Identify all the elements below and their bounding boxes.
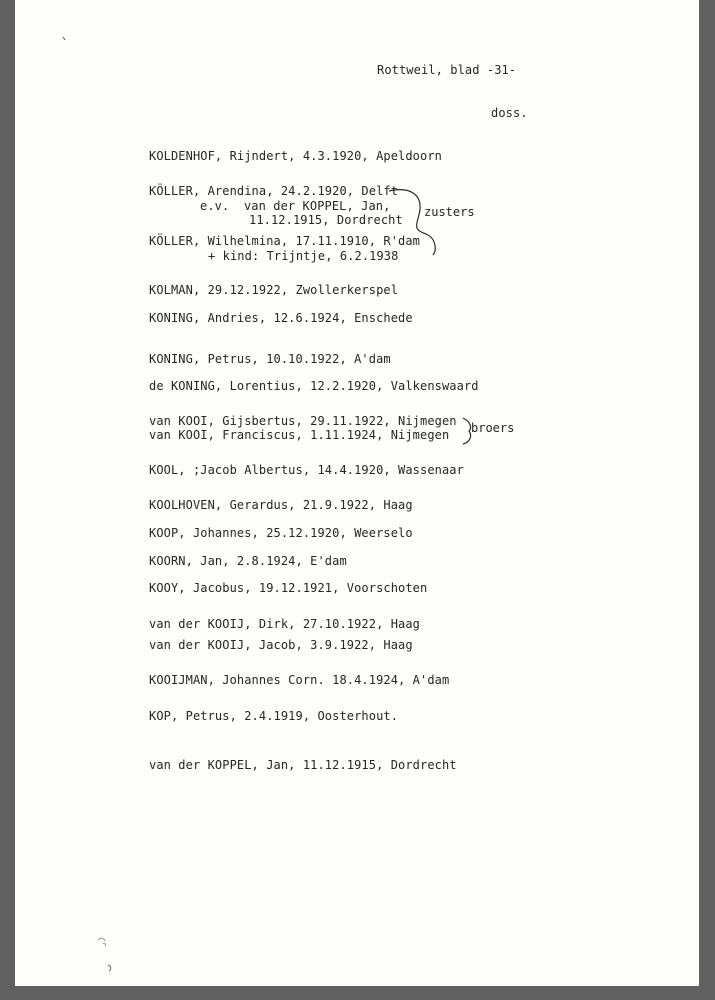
- entry-line: KOOP, Johannes, 25.12.1920, Weerselo: [149, 526, 413, 540]
- entry-line: KONING, Petrus, 10.10.1922, A'dam: [149, 352, 391, 366]
- entry-line: van der KOOIJ, Dirk, 27.10.1922, Haag: [149, 617, 421, 631]
- entry-line: e.v. van der KOPPEL, Jan,: [200, 199, 391, 213]
- entry-line: KOP, Petrus, 2.4.1919, Oosterhout.: [149, 709, 399, 723]
- entry-line: KONING, Andries, 12.6.1924, Enschede: [149, 311, 413, 325]
- broers-annotation: broers: [471, 421, 515, 435]
- zusters-annotation: zusters: [424, 205, 475, 219]
- document-page: [15, 0, 699, 986]
- doss-label: doss.: [491, 106, 528, 120]
- entry-line: KOOIJMAN, Johannes Corn. 18.4.1924, A'dam: [149, 673, 450, 687]
- entry-line: van KOOI, Gijsbertus, 29.11.1922, Nijmegen: [149, 414, 457, 428]
- entry-line: 11.12.1915, Dordrecht: [249, 213, 403, 227]
- entry-line: KOOY, Jacobus, 19.12.1921, Voorschoten: [149, 581, 428, 595]
- entry-line: de KONING, Lorentius, 12.2.1920, Valkenswaard: [149, 379, 479, 393]
- entry-line: KOOLHOVEN, Gerardus, 21.9.1922, Haag: [149, 498, 413, 512]
- entry-line: KOOL, ;Jacob Albertus, 14.4.1920, Wassenaar: [149, 463, 464, 477]
- entry-line: + kind: Trijntje, 6.2.1938: [208, 249, 399, 263]
- entry-line: KOLMAN, 29.12.1922, Zwollerkerspel: [149, 283, 399, 297]
- entry-line: van KOOI, Franciscus, 1.11.1924, Nijmegen: [149, 428, 450, 442]
- entry-line: van der KOOIJ, Jacob, 3.9.1922, Haag: [149, 638, 413, 652]
- entry-line: KOORN, Jan, 2.8.1924, E'dam: [149, 554, 347, 568]
- page-header: Rottweil, blad -31-: [377, 63, 517, 77]
- entry-line: KOLDENHOF, Rijndert, 4.3.1920, Apeldoorn: [149, 149, 442, 163]
- entry-line: KÖLLER, Wilhelmina, 17.11.1910, R'dam: [149, 234, 421, 248]
- entry-line: KÖLLER, Arendina, 24.2.1920, Delft: [149, 184, 399, 198]
- entry-line: van der KOPPEL, Jan, 11.12.1915, Dordrecht: [149, 758, 457, 772]
